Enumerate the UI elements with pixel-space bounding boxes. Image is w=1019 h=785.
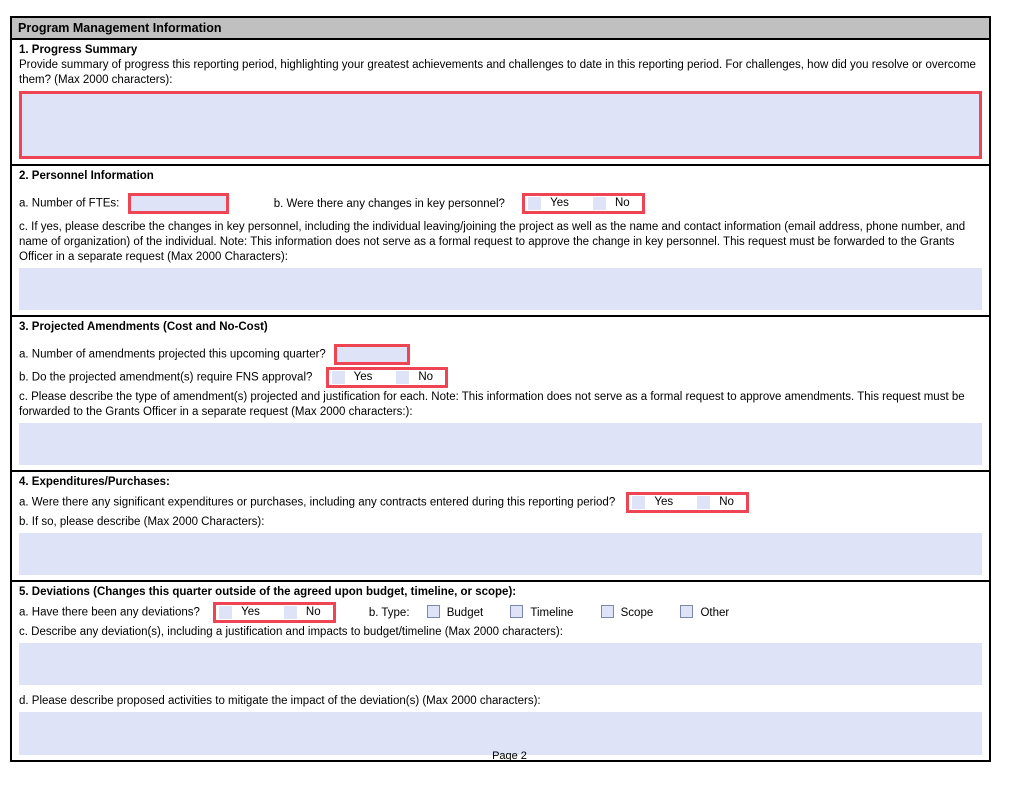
section1-title: 1. Progress Summary xyxy=(19,44,138,56)
key-personnel-no-checkbox[interactable] xyxy=(593,197,606,210)
fte-input[interactable] xyxy=(128,193,229,214)
type-timeline-option xyxy=(510,607,576,619)
amendments-count-label: a. Number of amendments projected this upcoming quarter? xyxy=(19,348,326,361)
type-budget-option xyxy=(427,607,487,619)
key-personnel-no-label: No xyxy=(614,197,630,209)
deviation-type-label: b. Type: xyxy=(368,606,410,619)
deviations-no-label: No xyxy=(305,606,321,618)
section-projected-amendments xyxy=(12,315,989,470)
section3-row-a xyxy=(19,344,982,365)
deviations-yesno-group xyxy=(213,602,335,623)
deviations-yes-checkbox[interactable] xyxy=(219,606,232,619)
personnel-changes-textarea[interactable] xyxy=(19,268,982,310)
section4b-description: b. If so, please describe (Max 2000 Characters): xyxy=(19,516,265,528)
expenditures-textarea[interactable] xyxy=(19,533,982,575)
section1-description: Provide summary of progress this reporting period, highlighting your greatest achievements and challenges to date in this reporting period. For challenges, how did you resolve or overcome them? (Max 2000 characters): xyxy=(19,59,976,86)
section5-title: 5. Deviations (Changes this quarter outside of the agreed upon budget, timeline, or scope): xyxy=(19,586,517,598)
type-scope-option xyxy=(601,607,657,619)
expenditures-yes-label: Yes xyxy=(654,496,674,508)
fns-approval-no-label: No xyxy=(418,371,434,383)
section3c-description: c. Please describe the type of amendment(s) projected and justification for each. Note: This information does not serve as a formal request to approve amendments. This request must be forwarded to the Grants Officer in a separate request (Max 2000 characters:): xyxy=(19,391,965,418)
section2-row-ab xyxy=(19,193,982,214)
type-timeline-checkbox[interactable] xyxy=(510,605,523,618)
type-other-checkbox[interactable] xyxy=(680,605,693,618)
expenditures-yes-checkbox[interactable] xyxy=(632,496,645,509)
expenditures-yesno-group xyxy=(626,492,748,513)
key-personnel-question-label: b. Were there any changes in key personnel? xyxy=(273,197,505,210)
key-personnel-yesno-group xyxy=(522,193,644,214)
section3-row-b xyxy=(19,367,982,388)
program-management-form xyxy=(10,16,991,762)
form-header-title: Program Management Information xyxy=(12,18,989,40)
fns-approval-question-label: b. Do the projected amendment(s) require FNS approval? xyxy=(19,371,313,384)
page-number-label: Page 2 xyxy=(492,750,527,762)
fns-approval-yes-label: Yes xyxy=(353,371,373,383)
type-scope-label: Scope xyxy=(620,606,654,619)
section5d-description: d. Please describe proposed activities to mitigate the impact of the deviation(s) (Max 2000 characters): xyxy=(19,695,541,707)
type-scope-checkbox[interactable] xyxy=(601,605,614,618)
expenditures-no-label: No xyxy=(719,496,734,508)
section5c-description: c. Describe any deviation(s), including a justification and impacts to budget/timeline (Max 2000 characters): xyxy=(19,626,563,638)
section4-row-a xyxy=(19,492,982,513)
expenditures-no-checkbox[interactable] xyxy=(697,496,710,509)
fns-approval-yes-checkbox[interactable] xyxy=(332,371,345,384)
fns-approval-yesno-group xyxy=(326,367,448,388)
type-budget-checkbox[interactable] xyxy=(427,605,440,618)
amendments-textarea[interactable] xyxy=(19,423,982,465)
type-budget-label: Budget xyxy=(446,606,484,619)
fte-label: a. Number of FTEs: xyxy=(19,197,120,210)
type-other-label: Other xyxy=(700,606,730,619)
deviations-no-checkbox[interactable] xyxy=(284,606,297,619)
section3-title: 3. Projected Amendments (Cost and No-Cost) xyxy=(19,321,268,333)
deviations-yes-label: Yes xyxy=(241,606,260,618)
section-progress-summary xyxy=(12,40,989,164)
deviations-question-label: a. Have there been any deviations? xyxy=(19,606,200,619)
progress-summary-textarea[interactable] xyxy=(19,91,982,159)
section-personnel-information xyxy=(12,164,989,315)
section5-row-ab xyxy=(19,602,982,623)
key-personnel-yes-checkbox[interactable] xyxy=(528,197,541,210)
key-personnel-yes-label: Yes xyxy=(550,197,569,209)
fns-approval-no-checkbox[interactable] xyxy=(396,371,409,384)
section-expenditures-purchases xyxy=(12,470,989,580)
section4-title: 4. Expenditures/Purchases: xyxy=(19,476,170,488)
type-other-option xyxy=(680,607,729,619)
amendments-count-input[interactable] xyxy=(334,344,410,365)
deviations-describe-textarea[interactable] xyxy=(19,643,982,685)
section2-title: 2. Personnel Information xyxy=(19,170,154,182)
section2c-description: c. If yes, please describe the changes in key personnel, including the individual leaving/joining the project as well as the name and contact information (email address, phone number, and name of organization) of the individual. Note: This information does not serve as a formal request to approve the change in key personnel. This request must be forwarded to the Grants Officer in a separate request (Max 2000 Characters): xyxy=(19,221,966,263)
expenditures-question-label: a. Were there any significant expenditures or purchases, including any contracts entered during this reporting period? xyxy=(19,496,616,509)
type-timeline-label: Timeline xyxy=(530,606,574,619)
section-deviations xyxy=(12,580,989,760)
